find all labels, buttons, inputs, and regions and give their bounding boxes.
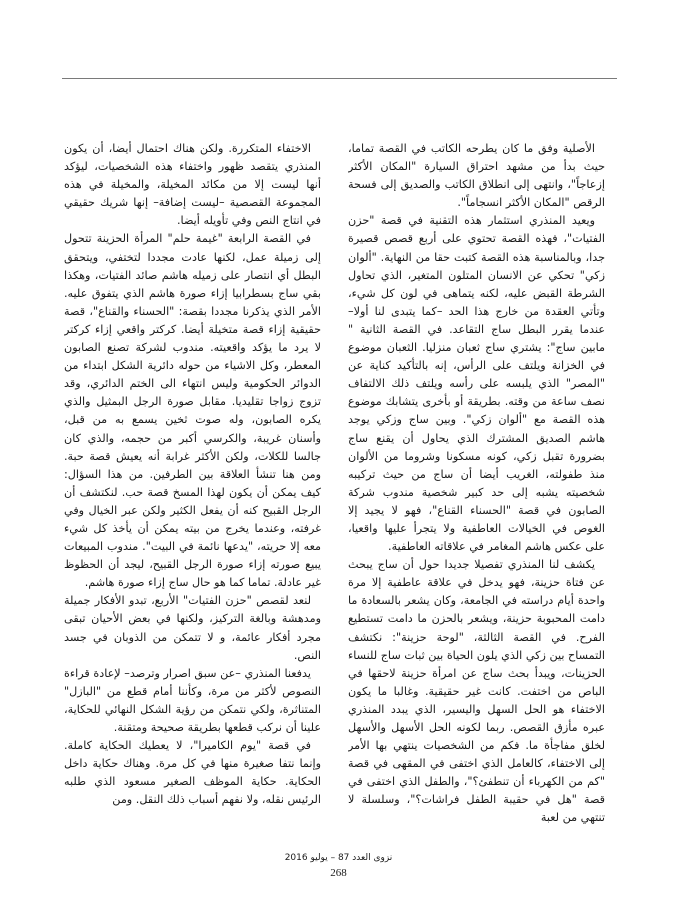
- header-rule: [62, 78, 617, 79]
- footer-issue-label: نزوى العدد 87 – يوليو 2016: [284, 853, 393, 863]
- paragraph: لنعد لقصص "حزن الفتيات" الأربع، تبدو الأفكار جميلة ومدهشة وبالغة التركيز، ولكنها في بعض الأحيان تبقى مجرد أفكار عائمة، و لا تتمكن من الذوبان في جسد النص.: [64, 594, 321, 662]
- paragraph: في قصة "يوم الكاميرا"، لا يعطيك الحكاية كاملة. وإنما نتفا صغيرة منها في كل مرة. وهناك حكاية داخل الحكاية. حكاية الموظف الصغير مسعود الذي طلبه الرئيس نقله، ولا نفهم أسباب ذلك النقل. ومن: [64, 739, 321, 807]
- column-left: [64, 140, 321, 830]
- paragraph: يكشف لنا المنذري تفصيلا جديدا حول أن ساج يبحث عن فتاة حزينة، فهو يدخل في علاقة عاطفية إلا مرة واحدة أيام دراسته في الجامعة، وكان يشعر بالسعادة ما دامت المحبوبة حزينة، ويشعر بالحزن ما دامت تستطيع الفرح. في القصة الثالثة، "لوحة حزينة": نكتشف التمساح بين زكي الذي يلون الحياة بين ثبات ساج للنساء الحزينات، ويبدأ بحث ساج عن امرأة حزينة لاحقها في الباص من اختفت. كانت غير حقيقية. وغالبا ما يكون الاختفاء هو الحل السهل واليسير، الذي يبدد المنذري عبره مأزق القصص. ربما لكونه الحل الأسهل والأسهل لخلق مفاجأة ما. فكم من الشخصيات ينتهي بها الأمر إلى الاختفاء، كالعامل الذي اختفى في المقهى في قصة "كم من الكهرباء أن تنطفئ؟"، والطفل الذي اختفى في قصة "هل في حقيبة الطفل فراشات؟"، وسلسلة لا تنتهي من لعبة: [348, 558, 605, 825]
- paragraph: في القصة الرابعة "غيمة حلم" المرأة الحزينة تتحول إلى زميلة عمل، لكنها عادت مجددا لتختفي، ويتحقق البطل أي انتصار على زميله هاشم صائد الفتيات، وهكذا بقي ساج بسطرابيا إزاء صورة هاشم الذي يتفوق عليه. الأمر الذي يذكرنا مجددا بقصة: "الحسناء والقناع"، قصة حقيقية إزاء قصة متخيلة أيضا. كركتر واقعي إزاء كركتر لا يرد ما يؤكد واقعيته. مندوب لشركة تصنع الصابون المعطر، وكل الاشياء من حوله دائرية الشكل ابتداء من الدوائر الحكومية وليس انتهاء الى الختم الدائري، وقد تزوج زواجا تقليديا. مقابل صورة الرجل البمثيل والذي يكره الصابون، وله صوت ثخين يسمع به من قبل، وأسنان غريبة، والكرسي أكبر من حجمه، والذي كان جالسا للكلات، ولكن الأكثر غرابة أنه يعيش قصة حبة. ومن هنا تنشأ العلاقة بين الطرفين. من هذا السؤال: كيف يمكن أن يكون لهذا المسخ قصة حب. لنكتشف أن الرجل القبيح كنه أن يفعل الكثير ولكن عبر الخيال وفي غرفته، وعندما يخرج من بيته يمكن أن يأخذ كل شيء معه إلا حريته، "يدعها نائمة في البيت". مندوب المبيعات يبيع صورته إزاء صورة الرجل القبيح، ليجد أن الحظوظ غير عادلة. تماما كما هو حال ساج إزاء صورة هاشم.: [64, 232, 321, 590]
- column-right: [348, 140, 605, 830]
- paragraph: يدفعنا المنذري –عن سبق اصرار وترصد– لإعادة قراءة النصوص لأكثر من مرة، وكأننا أمام قطع من "البازل" المتناثرة، ولكي نتمكن من رؤية الشكل النهائي للحكاية، علينا أن نركب قطعها بطريقة صحيحة ومتقنة.: [64, 666, 321, 734]
- paragraph: الاختفاء المتكررة. ولكن هناك احتمال أيضا، أن يكون المنذري يتقصد ظهور واختفاء هذه الشخصيات، ليؤكد أنها ليست إلا من مكائد المخيلة، والمخيلة في هذه المجموعة القصصية –ليست إضافة– إنها شريك حقيقي في انتاج النص وفي تأويله أيضا.: [64, 142, 321, 228]
- paragraph: الأصلية وفق ما كان يطرحه الكاتب في القصة تماما، حيث بدأ من مشهد احتراق السيارة "المكان الأكثر إزعاجاً"، وانتهى إلى انطلاق الكاتب والصديق إلى فسحة الرقص "المكان الأكثر انسجاماً".: [348, 142, 605, 210]
- paragraph: ويعيد المنذري استثمار هذه التقنية في قصة "حزن الفتيات"، فهذه القصة تحتوي على أربع قصص قصيرة جدا، وبالمناسبة هذه القصة كتبت حقا من النهاية. "ألوان زكي" تحكي عن الانسان المتلون المتغير، الذي تحاول الشرطة القبض عليه، لكنه يتماهى في لون كل شيء، وتأتي العقدة من خارج هذا الحد –كما يتبدى لنا أولا– عندما يقرر البطل ساج التقاعد. في القصة الثانية " مابين ساج": يشتري ساج ثعبان منزليا. الثعبان موضوع في الخزانة ويلتف على الرأس، إنه بالتأكيد كناية عن "المصر" الذي يلبسه على رأسه ويلتف ذلك الالتفاف نصف ساعة من وقته. بطريقة أو بأخرى يتشابك موضوع هذه القصة مع "ألوان زكي". وبين ساج وزكي يوجد هاشم الصديق المشترك الذي يحاول أن يقنع ساج بضرورة تقبل زكي، كونه مسكونا وشروما من الألوان منذ طفولته، الغريب أيضا أن ساج من حيث تركيبه شخصيته يشبه إلى حد كبير شخصية مندوب شركة الصابون في قصة "الحسناء القناع"، فهو لا يجيد إلا الغوص في الخيالات العاطفية ولا يتجرأ عليها واقعيا، على عكس هاشم المغامر في علاقاته العاطفية.: [348, 214, 605, 554]
- page-number: 268: [330, 867, 347, 879]
